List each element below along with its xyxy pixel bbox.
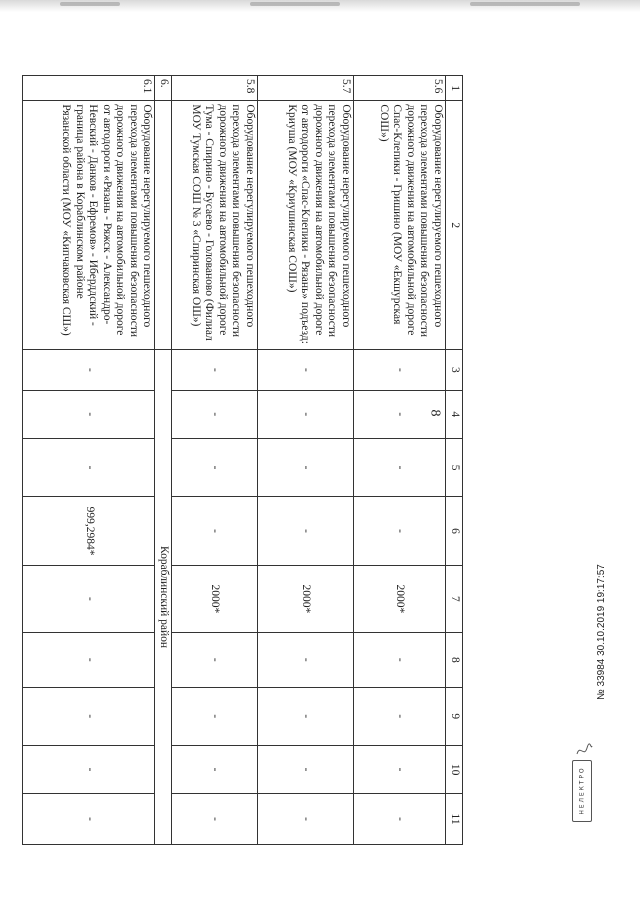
- table-cell: -: [258, 633, 354, 688]
- row-number: 6.1: [23, 76, 155, 101]
- table-cell: 2000*: [258, 565, 354, 632]
- row-number: 5.8: [172, 76, 258, 101]
- footer-registration: № 33984 30.10.2019 19:17:57: [596, 564, 607, 700]
- col-header: 1: [446, 76, 463, 101]
- table-cell: 2000*: [172, 565, 258, 632]
- table-cell: -: [354, 390, 446, 438]
- table-cell: -: [172, 794, 258, 845]
- table-cell: -: [172, 497, 258, 566]
- table-cell: -: [258, 794, 354, 845]
- table-row: [23, 76, 155, 845]
- region-label: Кораблинский район: [155, 350, 172, 845]
- table-cell: 999,2984*: [23, 497, 155, 566]
- table-cell: -: [258, 497, 354, 566]
- row-description: Оборудование нерегулируемого пешеходного перехода элементами повышения безопасности дорожного движения на автомобильной дороге от автодороги «Спас-Клепики - Рязань» подъезд: Криуша (МОУ «Криушинская СОШ»): [258, 101, 354, 350]
- col-header: 6: [446, 497, 463, 566]
- table-cell: -: [354, 438, 446, 496]
- col-header: 11: [446, 794, 463, 845]
- page-number: 8: [427, 409, 443, 417]
- table-cell: -: [354, 687, 446, 745]
- table-cell: -: [354, 633, 446, 688]
- table-cell: 2000*: [354, 565, 446, 632]
- table-cell: -: [258, 390, 354, 438]
- row-number: 5.7: [258, 76, 354, 101]
- col-header: 10: [446, 745, 463, 793]
- row-description: Оборудование нерегулируемого пешеходного перехода элементами повышения безопасности дорожного движения на автомобильной дороге от автодороги «Рязань - Ряжск - Александро-Невский - Данков - Ефремов» - Иберддский - граница района в Кораблинском районе Рязанской области (МОУ «Кипчаковская СШ»): [23, 101, 155, 350]
- scan-mark: [250, 2, 340, 6]
- table-cell: -: [23, 794, 155, 845]
- table-cell: -: [172, 687, 258, 745]
- table-cell: -: [172, 633, 258, 688]
- col-header: 7: [446, 565, 463, 632]
- region-number: 6.: [155, 76, 172, 101]
- table-cell: -: [23, 687, 155, 745]
- scan-mark: [60, 2, 120, 6]
- col-header: 3: [446, 350, 463, 391]
- region-spacer: [155, 101, 172, 350]
- table-cell: -: [354, 745, 446, 793]
- table-cell: -: [354, 350, 446, 391]
- col-header: 8: [446, 633, 463, 688]
- data-table: [23, 75, 464, 845]
- table-row: [172, 76, 258, 845]
- table-cell: -: [258, 687, 354, 745]
- header-row: [446, 76, 463, 845]
- scan-mark: [470, 2, 580, 6]
- col-header: 2: [446, 101, 463, 350]
- table-row: [354, 76, 446, 845]
- signature-mark: [574, 740, 594, 760]
- rotated-table-block: [43, 75, 463, 845]
- table-cell: -: [172, 438, 258, 496]
- region-row: [155, 76, 172, 845]
- table-cell: -: [23, 745, 155, 793]
- table-cell: -: [258, 438, 354, 496]
- electronic-stamp: [572, 760, 592, 822]
- table-cell: -: [23, 438, 155, 496]
- table-cell: -: [23, 390, 155, 438]
- table-cell: -: [172, 745, 258, 793]
- col-header: 5: [446, 438, 463, 496]
- row-description: Оборудование нерегулируемого пешеходного перехода элементами повышения безопасности дорожного движения на автомобильной дороге Спас-Клепики - Гришино (МОУ «Екшурская СОШ»): [354, 101, 446, 350]
- table-cell: -: [172, 390, 258, 438]
- col-header: 9: [446, 687, 463, 745]
- col-header: 4: [446, 390, 463, 438]
- table-cell: -: [258, 350, 354, 391]
- table-cell: -: [23, 565, 155, 632]
- table-cell: -: [23, 633, 155, 688]
- table-cell: -: [354, 497, 446, 566]
- row-description: Оборудование нерегулируемого пешеходного перехода элементами повышения безопасности дорожного движения на автомобильной дороге Тума - Спирино - Бусаево - Голованово (Филиал МОУ Тумская СОШ № 3 «Спиринская ОШ»): [172, 101, 258, 350]
- table-row: [258, 76, 354, 845]
- table-cell: -: [23, 350, 155, 391]
- table-cell: -: [172, 350, 258, 391]
- table-cell: -: [258, 745, 354, 793]
- stamp-text: Н Е Л Е К Т Р О: [578, 767, 586, 815]
- table-cell: -: [354, 794, 446, 845]
- row-number: 5.6: [354, 76, 446, 101]
